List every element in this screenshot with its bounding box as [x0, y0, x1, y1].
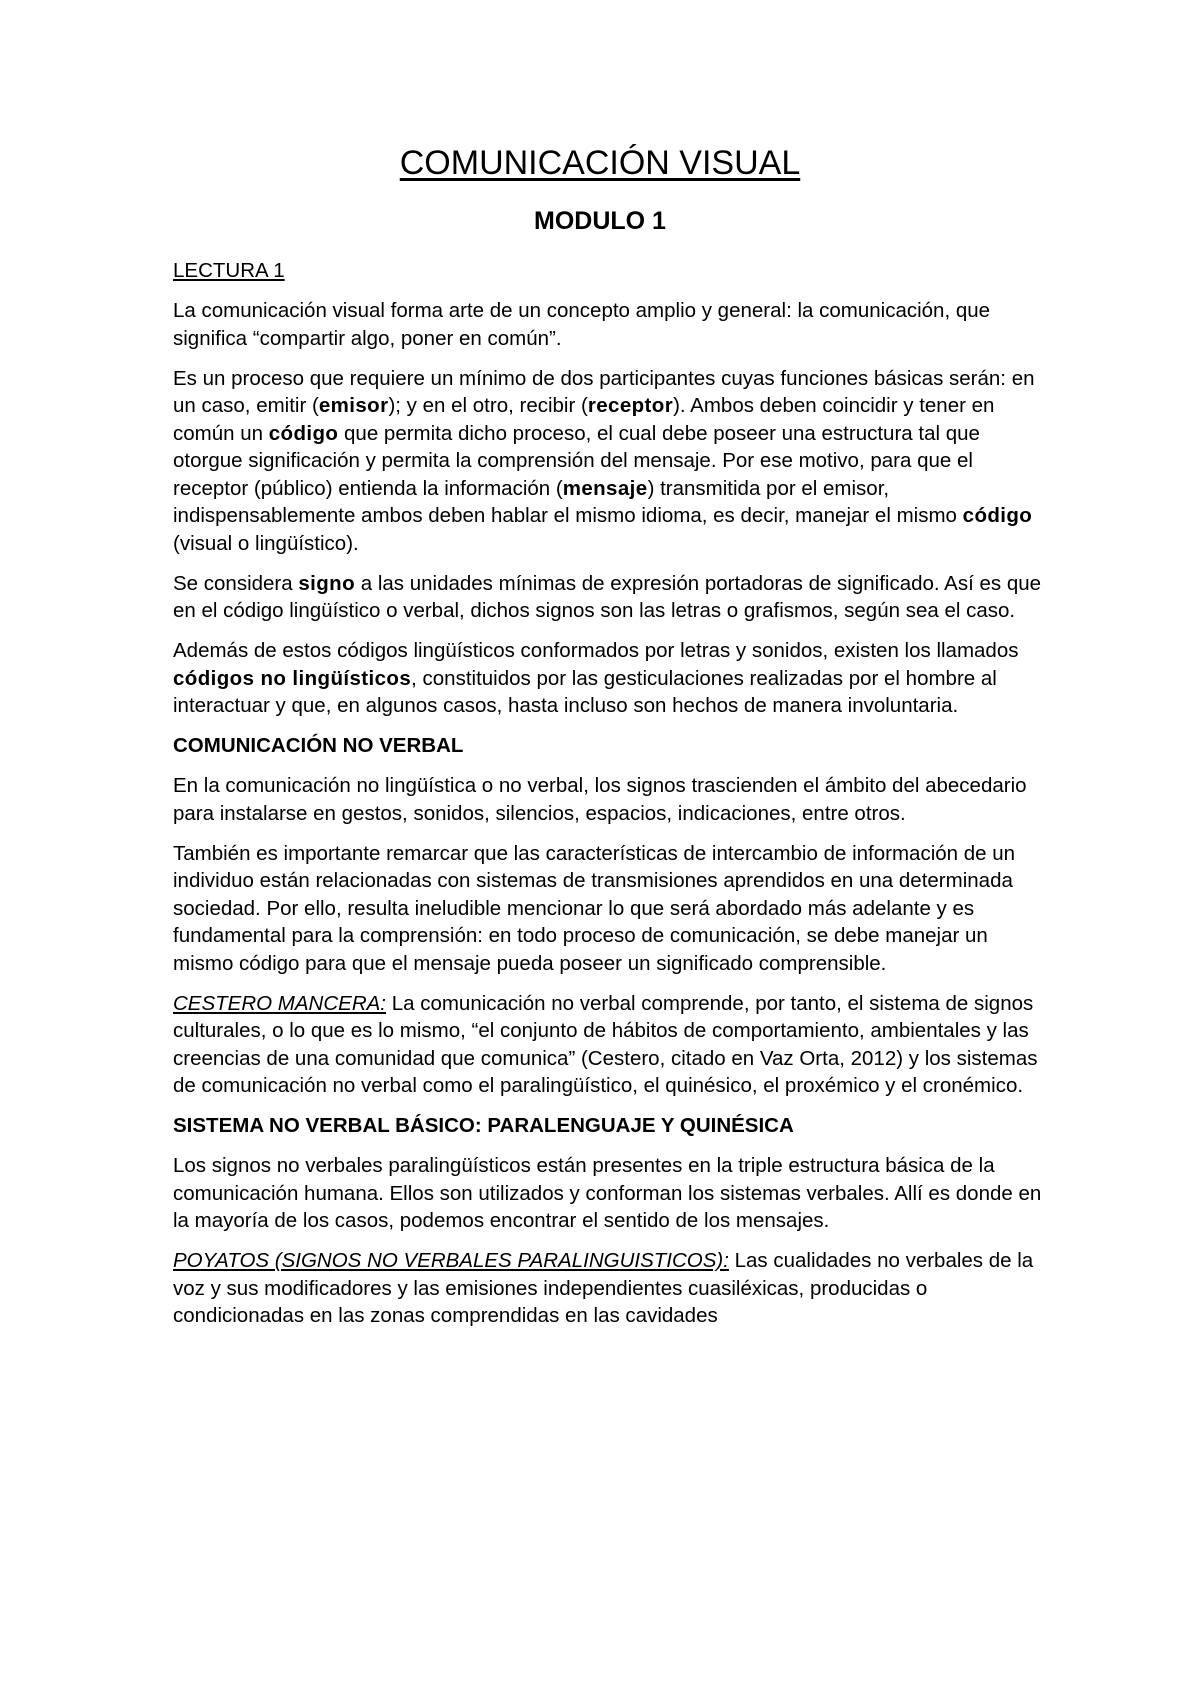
term-signo: signo — [298, 571, 356, 595]
document-title: COMUNICACIÓN VISUAL — [399, 144, 801, 182]
term-codigos-no-linguisticos: códigos no lingüísticos — [173, 666, 412, 690]
paragraph-8: Los signos no verbales paralingüísticos están presentes en la triple estructura básica de la comunicación humana. Ellos son utilizados y conforman los sistemas verbales. Allí es donde en la mayoría de los casos, podemos encontrar el sentido de los mensajes. — [173, 1154, 1042, 1232]
module-title: MODULO 1 — [534, 207, 666, 235]
term-mensaje: mensaje — [562, 476, 648, 500]
paragraph-2: Es un proceso que requiere un mínimo de dos participantes cuyas funciones básicas serán: en un caso, emitir (emisor); y en el otro, recibir (receptor). Ambos deben coincidir y tener en común un código que permita dicho proceso, el cual debe poseer una estructura tal que otorgue significación y permita la comprensión del mensaje. Por ese motivo, para que el receptor (público) entienda la información (mensaje) transmitida por el emisor, indispensablemente ambos deben hablar el mismo idioma, es decir, manejar el mismo código (visual o lingüístico). — [173, 366, 1035, 555]
term-receptor: receptor — [587, 394, 674, 417]
paragraph-3: Se considera signo a las unidades mínimas de expresión portadoras de significado. Así es que en el código lingüístico o verbal, dichos signos son las letras o grafismos, según sea el caso. — [173, 571, 1042, 622]
paragraph-5: En la comunicación no lingüística o no verbal, los signos trascienden el ámbito del abecedario para instalarse en gestos, sonidos, silencios, espacios, indicaciones, entre otros. — [173, 774, 1027, 825]
paragraph-7: CESTERO MANCERA: La comunicación no verbal comprende, por tanto, el sistema de signos culturales, o lo que es lo mismo, “el conjunto de hábitos de comportamiento, ambientales y las creencias de una comunidad que comunica” (Cestero, citado en Vaz Orta, 2012) y los sistemas de comunicación no verbal como el paralingüístico, el quinésico, el proxémico y el cronémico. — [173, 991, 1038, 1097]
paragraph-1: La comunicación visual forma arte de un concepto amplio y general: la comunicación, que significa “compartir algo, poner en común”. — [173, 299, 991, 350]
paragraph-9: POYATOS (SIGNOS NO VERBALES PARALINGUISTICOS): Las cualidades no verbales de la voz y sus modificadores y las emisiones independientes cuasiléxicas, producidas o condicionadas en las zonas comprendidas en las cavidades — [173, 1249, 1034, 1327]
term-codigo: código — [268, 421, 339, 445]
term-emisor: emisor — [318, 394, 389, 417]
author-label-cestero: CESTERO MANCERA: — [173, 991, 386, 1015]
author-label-poyatos: POYATOS (SIGNOS NO VERBALES PARALINGUISTICOS): — [173, 1249, 729, 1272]
section-heading-sistema-no-verbal: SISTEMA NO VERBAL BÁSICO: PARALENGUAJE Y QUINÉSICA — [173, 1114, 794, 1137]
paragraph-6: También es importante remarcar que las características de intercambio de información de un individuo están relacionadas con sistemas de transmisiones aprendidos en una determinada sociedad. Por ello, resulta ineludible mencionar lo que será abordado más adelante y es fundamental para la comprensión: en todo proceso de comunicación, se debe manejar un mismo código para que el mensaje pueda poseer un significado comprensible. — [173, 841, 1016, 975]
section-heading-comunicacion-no-verbal: COMUNICACIÓN NO VERBAL — [173, 734, 464, 757]
paragraph-4: Además de estos códigos lingüísticos conformados por letras y sonidos, existen los llamados códigos no lingüísticos, constituidos por las gesticulaciones realizadas por el hombre al interactuar y que, en algunos casos, hasta incluso son hechos de manera involuntaria. — [173, 639, 1019, 717]
term-codigo-2: código — [962, 504, 1033, 527]
lectura-label: LECTURA 1 — [173, 259, 285, 282]
document-body — [173, 257, 1043, 1342]
